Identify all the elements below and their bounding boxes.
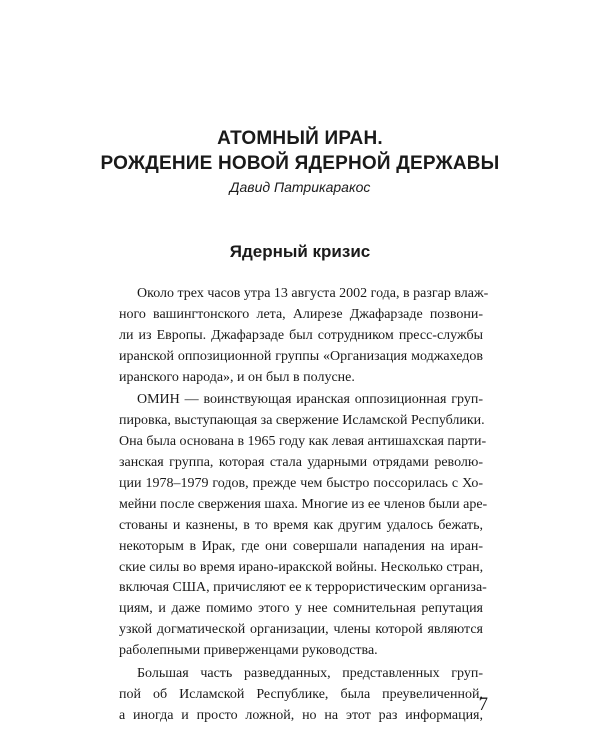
text-line: циям, и даже помимо этого у нее сомнительная репутация: [119, 601, 483, 617]
text-line: занская группа, которая стала ударными отрядами револю-: [119, 455, 483, 471]
text-line: ции 1978–1979 годов, прежде чем быстро поссорилась с Хо-: [119, 476, 483, 492]
author-name: Давид Патрикаракос: [229, 179, 371, 195]
text-line: ли из Европы. Джафарзаде был сотрудником пресс-службы: [119, 327, 483, 343]
paragraph-2: [119, 390, 488, 662]
text-line: раболепными приверженцами руководства.: [119, 643, 378, 659]
text-line: некоторым в Ирак, где они совершали нападения на иран-: [119, 538, 483, 554]
book-title-line-2: РОЖДЕНИЕ НОВОЙ ЯДЕРНОЙ ДЕРЖАВЫ: [100, 153, 500, 174]
text-line: Около трех часов утра 13 августа 2002 года, в разгар влаж-: [137, 286, 489, 301]
page-number: 7: [478, 694, 488, 715]
text-line: Большая часть разведданных, представленных груп-: [137, 666, 483, 682]
text-line: ного вашингтонского лета, Алирезе Джафарзаде позвони-: [119, 306, 483, 322]
text-line: мейни после свержения шаха. Многие из ее членов были аре-: [119, 496, 488, 512]
text-line: стованы и казнены, в то время как другим удалось бежать,: [119, 517, 483, 533]
text-line: пировка, выступающая за свержение Исламской Республики.: [119, 413, 485, 429]
text-line: ОМИН — воинствующая иранская оппозиционная груп-: [137, 392, 483, 408]
text-line: Она была основана в 1965 году как левая антишахская парти-: [119, 434, 487, 450]
text-line: ские силы во время ирано-иракской войны. Несколько стран,: [119, 559, 484, 575]
book-title-line-1: АТОМНЫЙ ИРАН.: [217, 128, 383, 149]
text-line: иранского народа», и он был в полусне.: [119, 369, 355, 385]
body-text: [119, 284, 489, 729]
text-line: а иногда и просто ложной, но на этот раз информация,: [119, 707, 483, 723]
section-heading: Ядерный кризис: [229, 242, 371, 261]
text-line: пой об Исламской Республике, была преувеличенной,: [119, 686, 483, 702]
text-line: включая США, причисляют ее к террористическим организа-: [119, 580, 487, 596]
text-line: узкой догматической организации, члены которой являются: [119, 622, 483, 638]
paragraph-3: [119, 664, 483, 727]
paragraph-1: [119, 284, 489, 388]
text-line: иранской оппозиционной группы «Организация моджахедов: [119, 348, 483, 364]
